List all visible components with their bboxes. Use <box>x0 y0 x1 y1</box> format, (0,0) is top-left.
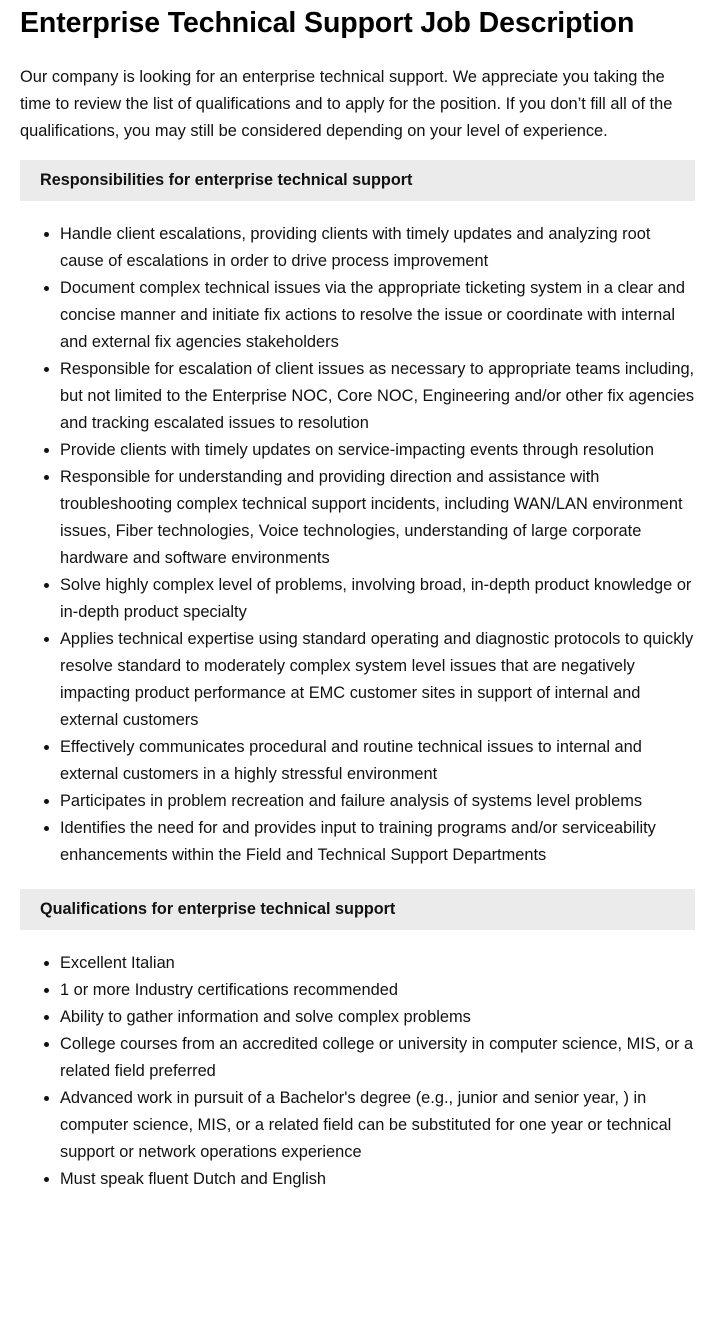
list-item: • Identifies the need for and provides input to training programs and/or serviceability enhancements within the Field and Technical Support Departments <box>60 815 695 869</box>
list-item: • Document complex technical issues via the appropriate ticketing system in a clear and concise manner and initiate fix actions to resolve the issue or coordinate with internal and external fix agencies stakeholders <box>60 275 695 356</box>
responsibilities-heading: Responsibilities for enterprise technical support <box>20 160 695 201</box>
qualifications-list <box>20 950 695 1193</box>
list-item: • Must speak fluent Dutch and English <box>60 1166 695 1193</box>
list-item: • Responsible for understanding and providing direction and assistance with troubleshooting complex technical support incidents, including WAN/LAN environment issues, Fiber technologies, Voice technologies, understanding of large corporate hardware and software environments <box>60 464 695 572</box>
list-item: • 1 or more Industry certifications recommended <box>60 977 695 1004</box>
list-item: • Ability to gather information and solve complex problems <box>60 1004 695 1031</box>
list-item: • Solve highly complex level of problems, involving broad, in-depth product knowledge or in-depth product specialty <box>60 572 695 626</box>
list-item: • Advanced work in pursuit of a Bachelor's degree (e.g., junior and senior year, ) in computer science, MIS, or a related field can be substituted for one year or technical support or network operations experience <box>60 1085 695 1166</box>
list-item: • Responsible for escalation of client issues as necessary to appropriate teams including, but not limited to the Enterprise NOC, Core NOC, Engineering and/or other fix agencies and tracking escalated issues to resolution <box>60 356 695 437</box>
list-item: • Applies technical expertise using standard operating and diagnostic protocols to quickly resolve standard to moderately complex system level issues that are negatively impacting product performance at EMC customer sites in support of internal and external customers <box>60 626 695 734</box>
list-item: • Effectively communicates procedural and routine technical issues to internal and external customers in a highly stressful environment <box>60 734 695 788</box>
list-item: • Handle client escalations, providing clients with timely updates and analyzing root cause of escalations in order to drive process improvement <box>60 221 695 275</box>
list-item: • Participates in problem recreation and failure analysis of systems level problems <box>60 788 695 815</box>
intro-paragraph: Our company is looking for an enterprise technical support. We appreciate you taking the time to review the list of qualifications and to apply for the position. If you don’t fill all of the qualifications, you may still be considered depending on your level of experience. <box>20 68 673 140</box>
qualifications-heading: Qualifications for enterprise technical support <box>20 889 695 930</box>
list-item: • College courses from an accredited college or university in computer science, MIS, or a related field preferred <box>60 1031 695 1085</box>
responsibilities-list <box>20 221 695 869</box>
page-title: Enterprise Technical Support Job Description <box>20 7 635 39</box>
list-item: • Excellent Italian <box>60 950 695 977</box>
list-item: • Provide clients with timely updates on service-impacting events through resolution <box>60 437 695 464</box>
